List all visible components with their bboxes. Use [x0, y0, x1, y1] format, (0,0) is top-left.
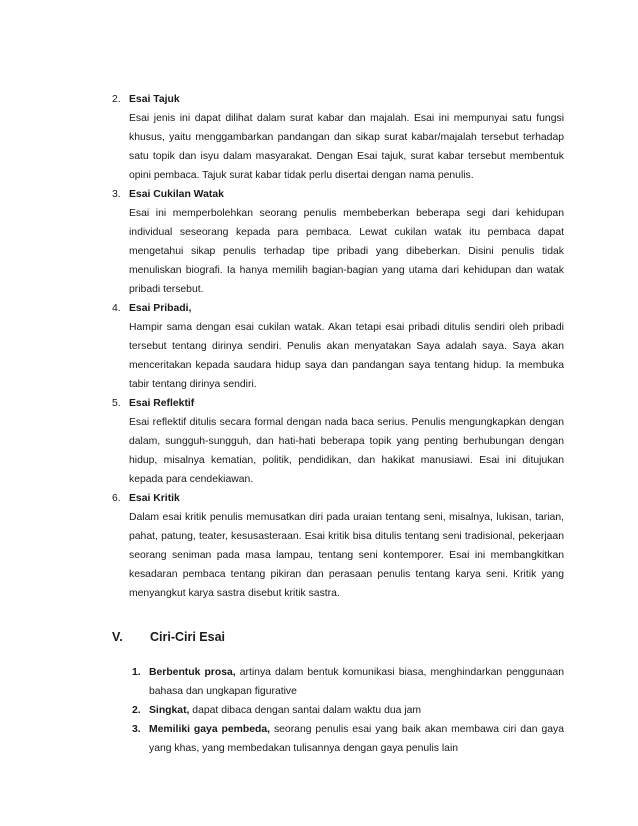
item-number: 4.: [112, 303, 121, 314]
item-body: Hampir sama dengan esai cukilan watak. Akan tetapi esai pribadi ditulis sendiri oleh pribadi tersebut tentang dirinya sendiri. Penulis akan menyatakan Saya adalah saya. Saya akan menceritakan kepada saudara hidup saya dan pandangan saya tentang hidup. Ia membuka tabir tentang dirinya sendiri.: [129, 322, 564, 390]
essay-type-tajuk: [112, 90, 564, 185]
list-item: [132, 720, 564, 758]
list-item-text: seorang penulis esai yang baik akan membawa ciri dan gaya yang khas, yang membedakan tulisannya dengan gaya penulis lain: [149, 724, 564, 754]
list-item-number: 2.: [132, 705, 141, 716]
item-title: Esai Cukilan Watak: [129, 189, 224, 200]
item-number: 2.: [112, 94, 121, 105]
section-title: Ciri-Ciri Esai: [150, 630, 226, 644]
essay-type-reflektif: [112, 394, 564, 489]
list-item-number: 3.: [132, 724, 141, 735]
item-title: Esai Reflektif: [129, 398, 195, 409]
list-item: [132, 663, 564, 701]
item-body: Esai reflektif ditulis secara formal dengan nada baca serius. Penulis mengungkapkan dengan dalam, sungguh-sungguh, dan hati-hati beberapa topik yang penting berhubungan dengan hidup, misalnya kematian, politik, pendidikan, dan hakikat manusiawi. Esai ini ditujukan kepada para cendekiawan.: [129, 417, 564, 485]
item-title: Esai Kritik: [129, 493, 180, 504]
essay-type-pribadi: [112, 299, 564, 394]
item-number: 6.: [112, 493, 121, 504]
characteristics-list: [132, 663, 564, 758]
item-body: Esai jenis ini dapat dilihat dalam surat kabar dan majalah. Esai ini mempunyai satu fungsi khusus, yaitu menggambarkan pandangan dan sikap surat kabar/majalah tersebut terhadap satu topik dan isyu dalam masyarakat. Dengan Esai tajuk, surat kabar tersebut membentuk opini pembaca. Tajuk surat kabar tidak perlu disertai dengan nama penulis.: [129, 113, 564, 181]
essay-type-cukilan-watak: [112, 185, 564, 299]
section-number: V.: [112, 630, 123, 644]
essay-type-kritik: [112, 489, 564, 603]
item-title: Esai Pribadi,: [129, 303, 192, 314]
item-body: Esai ini memperbolehkan seorang penulis membeberkan beberapa segi dari kehidupan individual seseorang kepada para pembaca. Lewat cukilan watak itu pembaca dapat mengetahui sikap penulis terhadap tipe pribadi yang dibeberkan. Disini penulis tidak menuliskan biografi. Ia hanya memilih bagian-bagian yang utama dari kehidupan dan watak pribadi tersebut.: [129, 208, 564, 295]
list-item-number: 1.: [132, 667, 141, 678]
section-heading: [112, 630, 225, 644]
list-item-text: dapat dibaca dengan santai dalam waktu dua jam: [189, 705, 422, 716]
list-item-term: Singkat,: [149, 705, 190, 716]
item-body: Dalam esai kritik penulis memusatkan diri pada uraian tentang seni, misalnya, lukisan, tarian, pahat, patung, teater, kesusasteraan. Esai kritik bisa ditulis tentang seni tradisional, pekerjaan seorang seniman pada masa lampau, tentang seni kontemporer. Esai ini membangkitkan kesadaran pembaca tentang pikiran dan perasaan penulis tentang karya seni. Kritik yang menyangkut karya sastra disebut kritik sastra.: [129, 512, 564, 599]
item-number: 5.: [112, 398, 121, 409]
list-item-text: artinya dalam bentuk komunikasi biasa, menghindarkan penggunaan bahasa dan ungkapan figurative: [149, 667, 564, 697]
item-number: 3.: [112, 189, 121, 200]
list-item-term: Memiliki gaya pembeda,: [149, 724, 271, 735]
list-item-term: Berbentuk prosa,: [149, 667, 236, 678]
item-title: Esai Tajuk: [129, 94, 180, 105]
list-item: [132, 701, 564, 720]
